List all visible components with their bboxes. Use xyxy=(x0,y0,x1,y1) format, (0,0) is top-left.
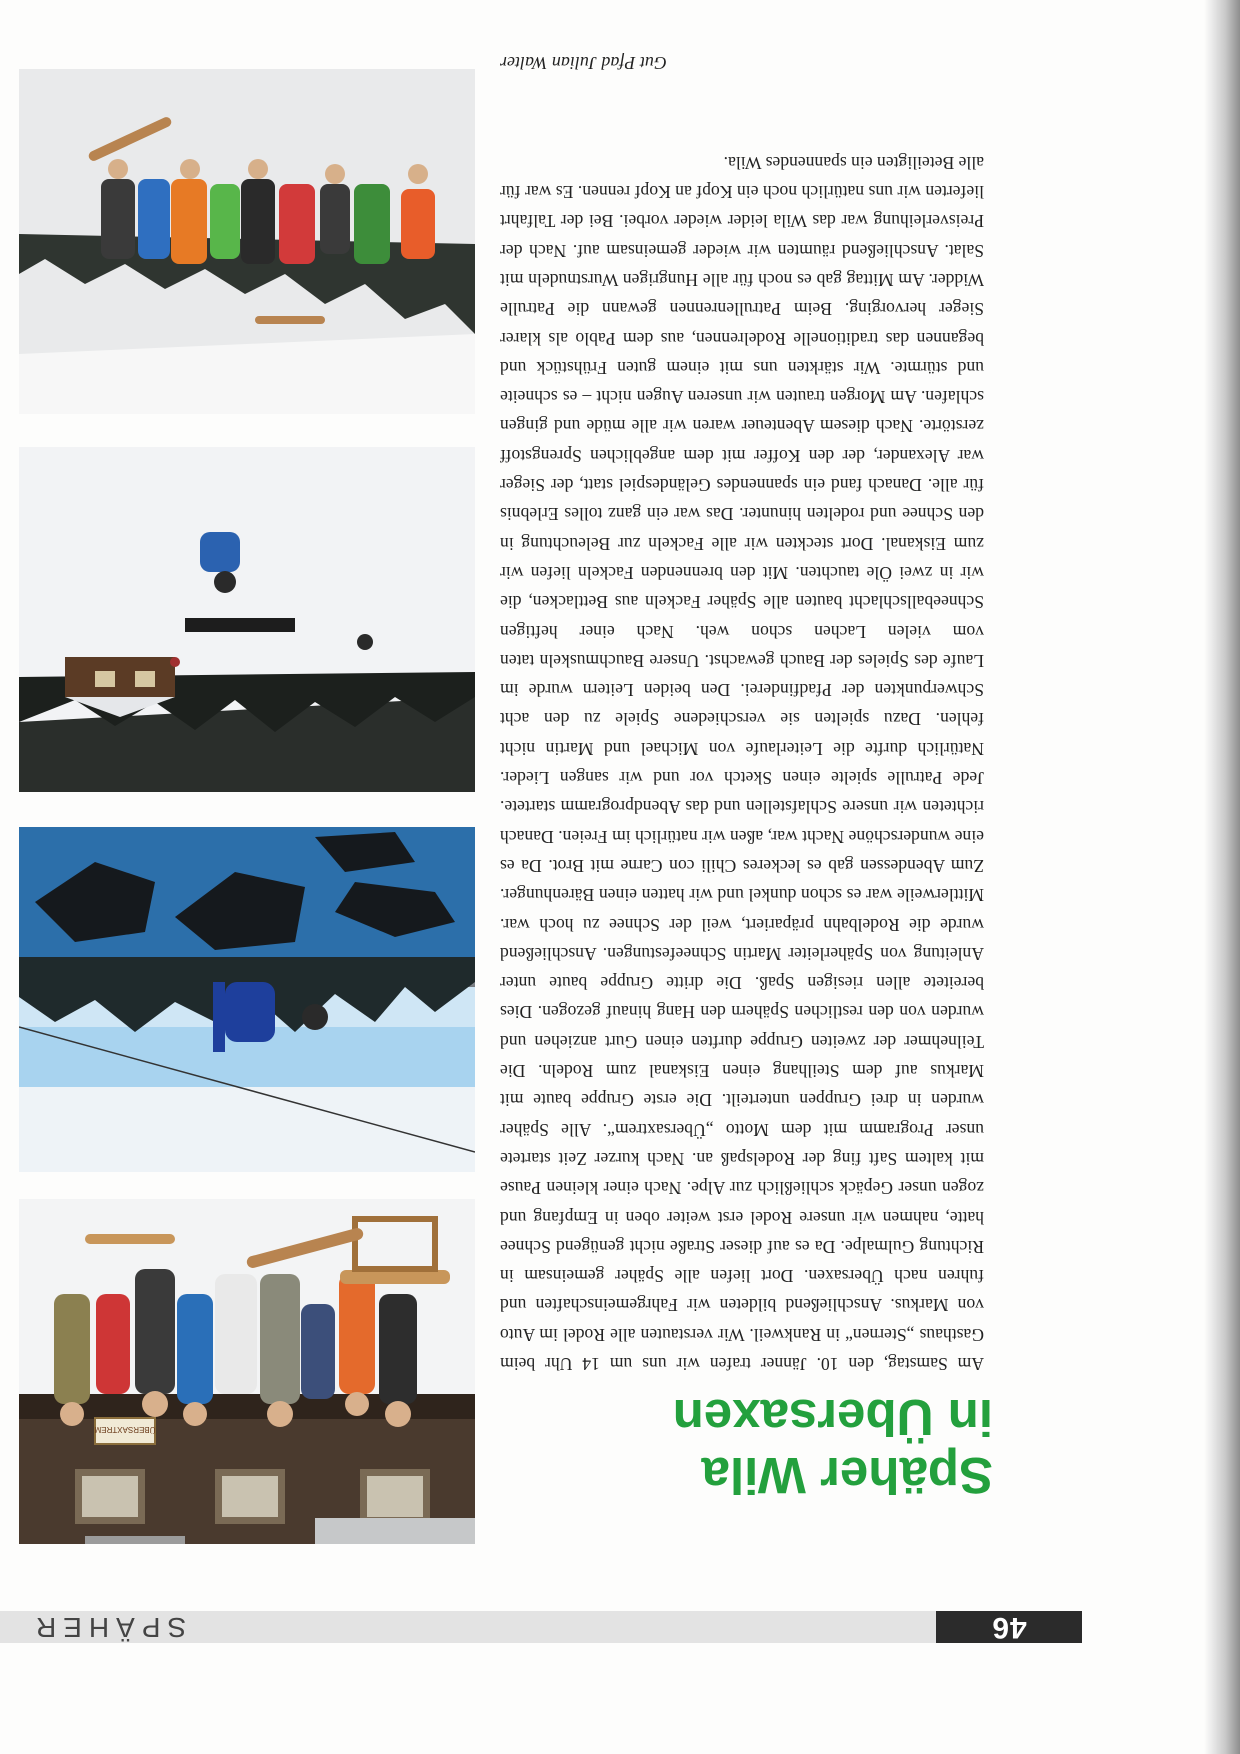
title-line-1: Späher Wila xyxy=(701,1447,993,1504)
photo-sledding-snow-slope xyxy=(19,447,475,792)
header-band xyxy=(0,1611,1082,1643)
title-line-2: in Übersaxen xyxy=(672,1389,993,1446)
section-label: SPÄHER xyxy=(29,1612,187,1643)
photo-group-at-guesthouse xyxy=(19,1199,475,1544)
photo-pulled-up-slope xyxy=(19,827,475,1172)
article-signature: Gut Pfad Julian Walter xyxy=(500,53,667,73)
photo-sign-text: ÜBERSAXTREM xyxy=(94,1425,156,1434)
article-title xyxy=(533,1388,993,1504)
article-body: Am Samstag, den 10. Jänner trafen wir uns um 14 Uhr beim Gasthaus „Sternen“ in Rankweil. Wir verstauten alle Rodel im Auto von Markus. Anschließend bildeten wir Fahrgemeinschaften und fuhren nach Übersaxen. Dort liefen alle Späher gemeinsam in Richtung Gulmalpe. Da es auf dieser Straße nicht genügend Schnee hatte, nahmen wir unsere Rodel erst weiter oben in Empfang und zogen unser Gepäck schließlich zur Alpe. Nach einer kleinen Pause mit kaltem Saft fing der Rodelspaß an. Nach kurzer Zeit startete unser Programm mit dem Motto „Übersaxtrem“. Alle Späher wurden in drei Gruppen unterteilt. Die erste Gruppe baute mit Markus auf dem Steilhang einen Eiskanal zum Rodeln. Die Teilnehmer der zweiten Gruppe durften einen Gurt anziehen und wurden von den restlichen Spähern den Hang hinauf gezogen. Dies bereitete allen riesigen Spaß. Die dritte Gruppe baute unter Anleitung von Späherleiter Martin Schneefestungen. Anschließend wurde die Rodelbahn präpariert, weil der Schnee zu hoch war. Mittlerweile war es schon dunkel und wir hatten einen Bärenhunger. Zum Abendessen gab es leckeres Chili con Carne mit Brot. Da es eine wunderschöne Nacht war, aßen wir natürlich im Freien. Danach richteten wir unsere Schlafstellen und das Abendprogramm startete. Jede Patrulle spielte einen Sketch vor und wir sangen Lieder. Natürlich durfte die Leiterlaufe von Michael und Martin nicht fehlen. Dazu spielten sie verschiedene Spiele zu den acht Schwerpunkten der Pfadfinderei. Den beiden Leitern wurde im Laufe des Spieles der Bauch gewachst. Unsere Bauchmuskeln taten vom vielen Lachen schon weh. Nach einer heftigen Schneeballschlacht bauten alle Späher Fackeln aus Bettlacken, die wir in zwei Öle tauchten. Mit den brennenden Fackeln liefen wir zum Eiskanal. Dort steckten wir alle Fackeln zur Beleuchtung in den Schnee und rodelten hinunter. Das war ein ganz tolles Erlebnis für alle. Danach fand ein spannendes Geländespiel statt, der Sieger war Alexander, der den Koffer mit dem angeblichen Sprengstoff zerstörte. Nach diesem Abenteuer waren wir alle müde und gingen schlafen. Am Morgen trauten wir unseren Augen nicht – es schneite und stürmte. Wir stärkten uns mit einem guten Frühstück und begannen das traditionelle Rodelrennen, aus dem Pablo als klarer Sieger hervorging. Beim Patrullenrennen gewann die Patrulle Widder. Am Mittag gab es noch für alle Hungrigen Wurstnudeln mit Salat. Anschließend räumten wir wieder gemeinsam auf. Nach der Preisverleihung war das Wila leider wieder vorbei. Bei der Talfahrt lieferten wir uns natürlich noch ein Kopf an Kopf rennen. Es war für alle Beteiligten ein spannendes Wila. xyxy=(500,152,984,1374)
photo-group-in-snowstorm xyxy=(19,69,475,414)
page-number: 46 xyxy=(936,1611,1082,1643)
page-spine-edge xyxy=(1204,0,1240,1754)
